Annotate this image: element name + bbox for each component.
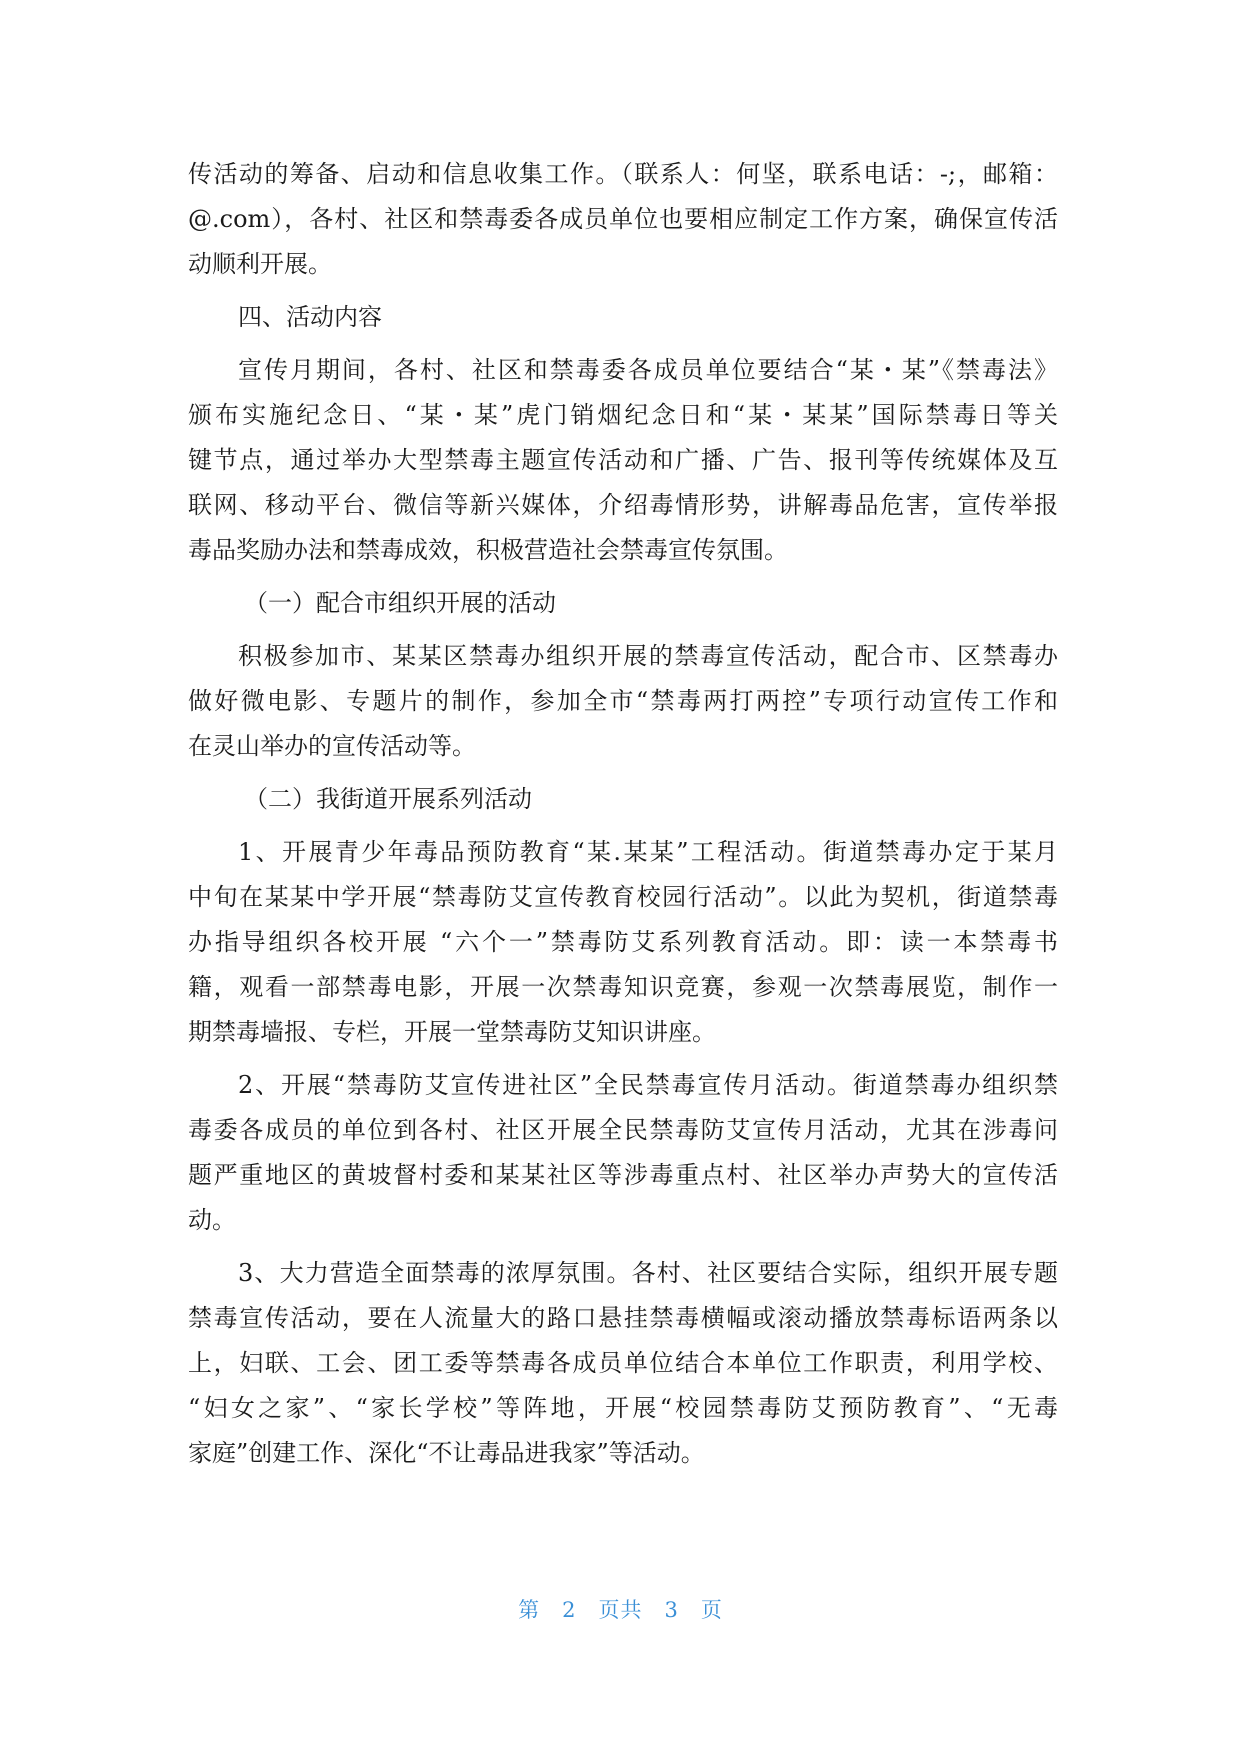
- footer-page-number: 2: [562, 1598, 577, 1622]
- paragraph-line: 积极参加市、某某区禁毒办组织开展的禁毒宣传活动，配合市、区禁毒办: [238, 642, 1058, 670]
- paragraph-line: 办指导组织各校开展 “六个一”禁毒防艾系列教育活动。即：读一本禁毒书: [188, 928, 1058, 956]
- footer-total-pages: 3: [664, 1598, 679, 1622]
- paragraph-line: “妇女之家”、“家长学校”等阵地，开展“校园禁毒防艾预防教育”、“无毒: [188, 1394, 1058, 1422]
- paragraph-line: 题严重地区的黄坡督村委和某某社区等涉毒重点村、社区举办声势大的宣传活: [188, 1161, 1058, 1189]
- paragraph-line: 2、开展“禁毒防艾宣传进社区”全民禁毒宣传月活动。街道禁毒办组织禁: [238, 1071, 1058, 1099]
- paragraph-line: 联网、移动平台、微信等新兴媒体，介绍毒情形势，讲解毒品危害，宣传举报: [188, 491, 1058, 519]
- paragraph-line: 动。: [188, 1206, 236, 1234]
- paragraph-line: 动顺利开展。: [188, 250, 332, 278]
- paragraph-line: 做好微电影、专题片的制作，参加全市“禁毒两打两控”专项行动宣传工作和: [188, 687, 1058, 715]
- paragraph-line: 期禁毒墙报、专栏，开展一堂禁毒防艾知识讲座。: [188, 1018, 716, 1046]
- paragraph-line: 籍，观看一部禁毒电影，开展一次禁毒知识竞赛，参观一次禁毒展览，制作一: [188, 973, 1058, 1001]
- paragraph-line: 上，妇联、工会、团工委等禁毒各成员单位结合本单位工作职责，利用学校、: [188, 1349, 1058, 1377]
- paragraph-line: 3、大力营造全面禁毒的浓厚氛围。各村、社区要结合实际，组织开展专题: [238, 1259, 1058, 1287]
- footer-prefix: 第: [518, 1598, 541, 1622]
- paragraph-line: 家庭”创建工作、深化“不让毒品进我家”等活动。: [188, 1439, 705, 1467]
- section-heading: （二）我街道开展系列活动: [244, 785, 532, 813]
- document-body: [188, 152, 1058, 1476]
- paragraph-line: 在灵山举办的宣传活动等。: [188, 732, 476, 760]
- paragraph-line: 键节点，通过举办大型禁毒主题宣传活动和广播、广告、报刊等传统媒体及互: [188, 446, 1058, 474]
- paragraph-line: 宣传月期间，各村、社区和禁毒委各成员单位要结合“某・某”《禁毒法》: [238, 356, 1058, 384]
- footer-middle: 页共: [598, 1598, 643, 1622]
- footer-suffix: 页: [700, 1598, 723, 1622]
- paragraph-line: 中旬在某某中学开展“禁毒防艾宣传教育校园行活动”。以此为契机，街道禁毒: [188, 883, 1058, 911]
- paragraph-line: 颁布实施纪念日、“某・某”虎门销烟纪念日和“某・某某”国际禁毒日等关: [188, 401, 1058, 429]
- paragraph-line: 毒委各成员的单位到各村、社区开展全民禁毒防艾宣传月活动，尤其在涉毒问: [188, 1116, 1058, 1144]
- section-heading: （一）配合市组织开展的活动: [244, 589, 556, 617]
- paragraph-line: @.com），各村、社区和禁毒委各成员单位也要相应制定工作方案，确保宣传活: [188, 205, 1058, 233]
- paragraph-line: 1、开展青少年毒品预防教育“某.某某”工程活动。街道禁毒办定于某月: [238, 838, 1058, 866]
- paragraph-line: 禁毒宣传活动，要在人流量大的路口悬挂禁毒横幅或滚动播放禁毒标语两条以: [188, 1304, 1058, 1332]
- page-footer: [0, 1594, 1241, 1624]
- paragraph-line: 传活动的筹备、启动和信息收集工作。（联系人：何坚，联系电话：-;，邮箱：: [188, 160, 1058, 188]
- paragraph-line: 毒品奖励办法和禁毒成效，积极营造社会禁毒宣传氛围。: [188, 536, 788, 564]
- paragraph-line: 四、活动内容: [238, 303, 382, 331]
